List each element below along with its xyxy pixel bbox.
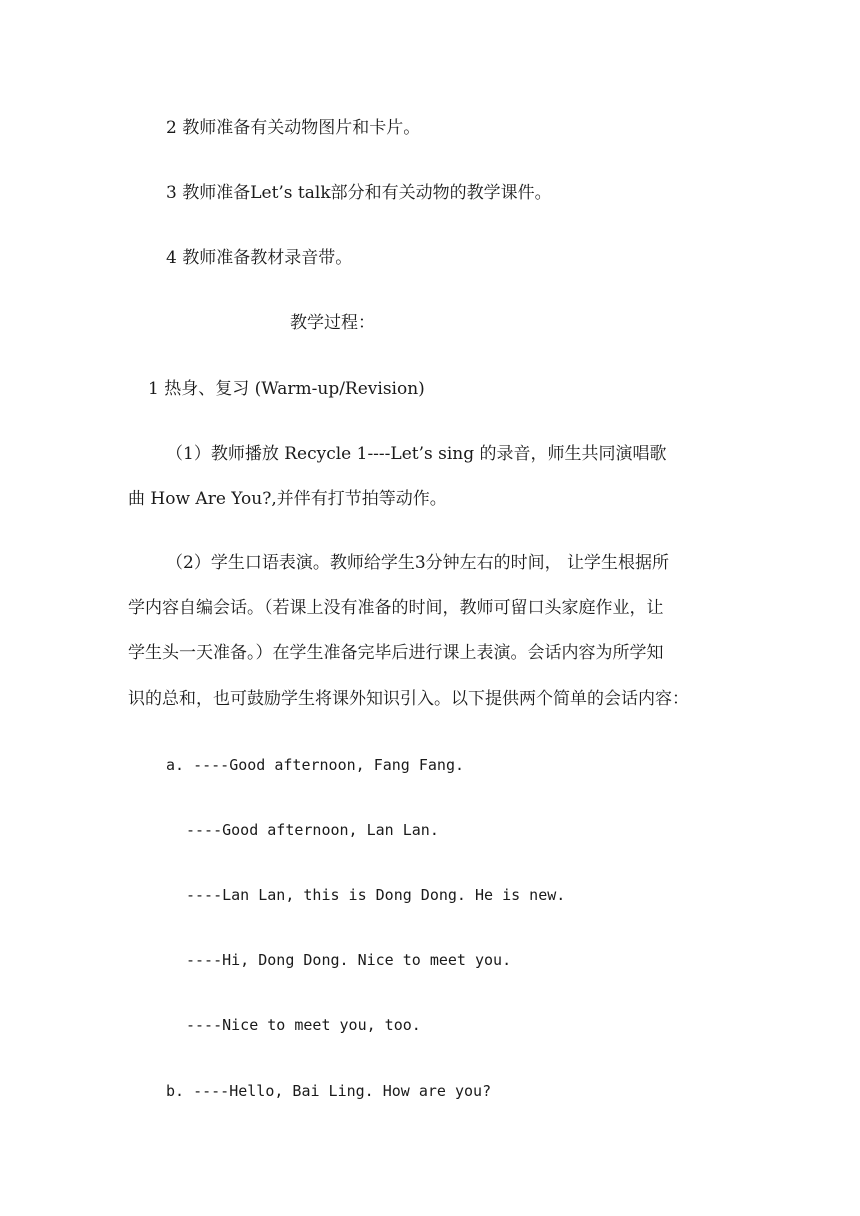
dialog-b-line-1: b. ----Hello, Bai Ling. How are you? (166, 1082, 492, 1100)
dialog-a-line-2: ----Good afternoon, Lan Lan. (186, 821, 439, 839)
step-heading: 1 热身、复习 (Warm-up/Revision) (148, 379, 425, 399)
paragraph-2-line-4: 识的总和，也可鼓励学生将课外知识引入。以下提供两个简单的会话内容： (128, 689, 689, 709)
section-title: 教学过程： (290, 313, 375, 333)
dialog-a-line-5: ----Nice to meet you, too. (186, 1016, 421, 1034)
dialog-a-line-1: a. ----Good afternoon, Fang Fang. (166, 756, 465, 774)
prep-item-3: 3 教师准备Let’s talk部分和有关动物的教学课件。 (166, 183, 552, 203)
paragraph-1-line-2: 曲 How Are You?,并伴有打节拍等动作。 (128, 489, 447, 509)
prep-item-4: 4 教师准备教材录音带。 (166, 248, 353, 268)
paragraph-2-line-2: 学内容自编会话。（若课上没有准备的时间，教师可留口头家庭作业，让 (128, 598, 664, 618)
dialog-a-line-4: ----Hi, Dong Dong. Nice to meet you. (186, 951, 512, 969)
prep-item-2: 2 教师准备有关动物图片和卡片。 (166, 118, 421, 138)
paragraph-2-line-3: 学生头一天准备。）在学生准备完毕后进行课上表演。会话内容为所学知 (128, 643, 664, 663)
dialog-a-line-3: ----Lan Lan, this is Dong Dong. He is new. (186, 886, 566, 904)
paragraph-1-line-1: （1）教师播放 Recycle 1----Let’s sing 的录音，师生共同演唱歌 (166, 444, 667, 464)
paragraph-2-line-1: （2）学生口语表演。教师给学生3分钟左右的时间， 让学生根据所 (166, 553, 670, 573)
